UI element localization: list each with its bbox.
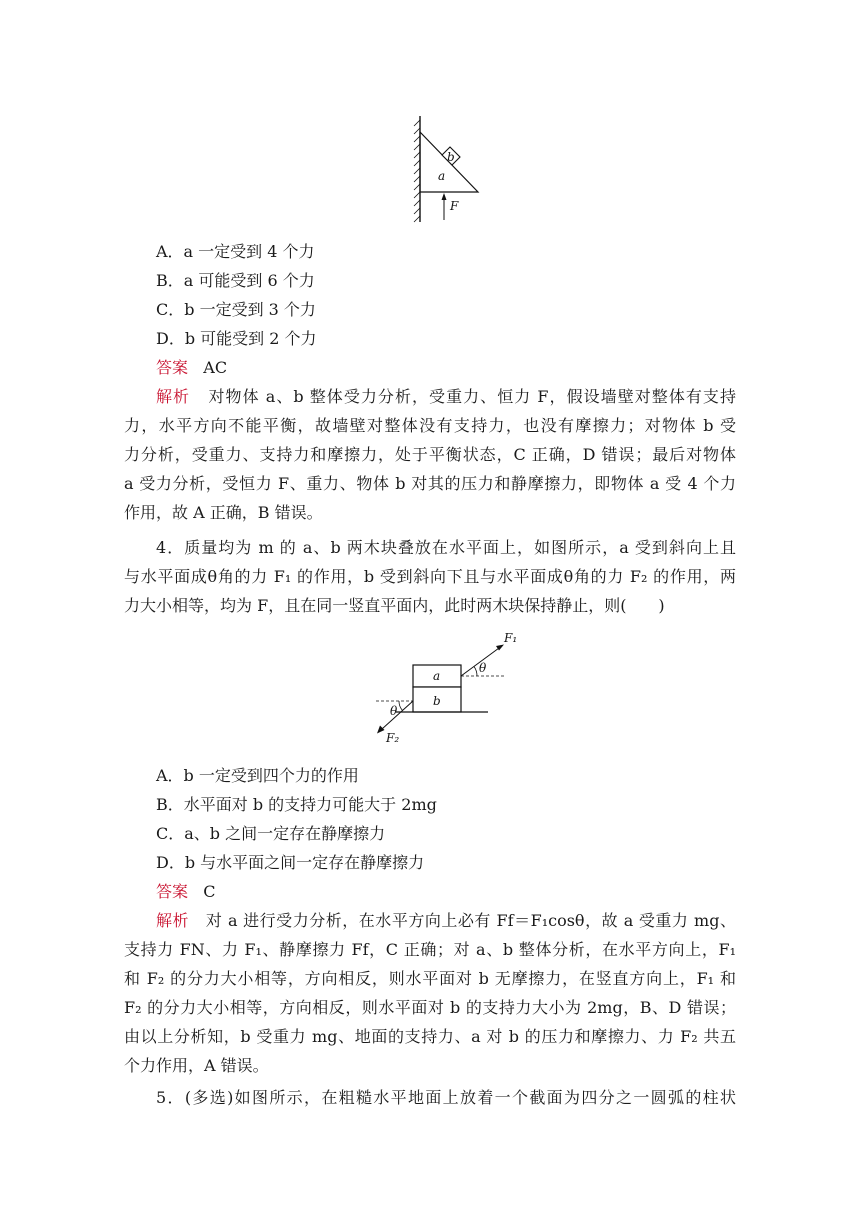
q4-answer xyxy=(156,881,768,903)
q4-option-a: A．b 一定受到四个力的作用 xyxy=(156,766,359,785)
q3-analysis-line-3: 力分析，受重力、支持力和摩擦力，处于平衡状态，C 正确，D 错误；最后对物体 xyxy=(124,445,736,464)
q4-analysis-line-2: 支持力 FN、力 F₁、静摩擦力 Ff，C 正确；对 a、b 整体分析，在水平方向上，F₁ xyxy=(124,940,736,959)
q3-option-a: A．a 一定受到 4 个力 xyxy=(156,242,315,261)
figure2-label-b: b xyxy=(433,694,441,708)
q3-analysis-line-5: 作用，故 A 正确，B 错误。 xyxy=(124,503,323,522)
q3-analysis-label: 解析 xyxy=(156,387,191,406)
figure2-label-F1: F₁ xyxy=(504,631,518,645)
q3-option-b: B．a 可能受到 6 个力 xyxy=(156,271,315,290)
figure2-label-a: a xyxy=(433,669,441,683)
figure2-label-F2: F₂ xyxy=(386,731,400,745)
q3-answer-value: AC xyxy=(203,358,228,377)
q4-analysis-line-3: 和 F₂ 的分力大小相等，方向相反，则水平面对 b 无摩擦力，在竖直方向上，F₁ 和 xyxy=(124,969,736,988)
q3-analysis-line-4: a 受力分析，受恒力 F、重力、物体 b 对其的压力和静摩擦力，即物体 a 受 4 个力 xyxy=(124,474,736,493)
q4-analysis-label: 解析 xyxy=(156,911,190,930)
q4-option-b: B．水平面对 b 的支持力可能大于 2mg xyxy=(156,795,437,814)
q3-answer-label: 答案 xyxy=(156,358,189,377)
figure-stacked-blocks xyxy=(366,628,531,748)
figure1-label-b: b xyxy=(447,150,455,164)
q4-analysis-line-6: 个力作用，A 错误。 xyxy=(124,1056,269,1075)
figure-wedge-against-wall xyxy=(400,110,500,230)
q4-stem-line-1: 4．质量均为 m 的 a、b 两木块叠放在水平面上，如图所示，a 受到斜向上且 xyxy=(156,538,736,557)
q4-option-d: D．b 与水平面之间一定存在静摩擦力 xyxy=(156,853,425,872)
q3-analysis-line-2: 力，水平方向不能平衡，故墙壁对整体没有支持力，也没有摩擦力；对物体 b 受 xyxy=(124,416,736,435)
q3-option-d: D．b 可能受到 2 个力 xyxy=(156,329,317,348)
q4-answer-label: 答案 xyxy=(156,882,189,901)
q4-stem-line-2: 与水平面成θ角的力 F₁ 的作用，b 受到斜向下且与水平面成θ角的力 F₂ 的作用，两 xyxy=(124,567,736,586)
q5-stem-line-1: 5．(多选)如图所示，在粗糙水平地面上放着一个截面为四分之一圆弧的柱状 xyxy=(156,1088,736,1107)
q4-analysis-line-5: 由以上分析知，b 受重力 mg、地面的支持力、a 对 b 的压力和摩擦力、力 F₂ 共五 xyxy=(124,1027,736,1046)
q4-option-c: C．a、b 之间一定存在静摩擦力 xyxy=(156,824,386,843)
figure1-label-F: F xyxy=(450,199,459,213)
figure1-label-a: a xyxy=(438,169,446,183)
q4-analysis-line-1: 解析 对 a 进行受力分析，在水平方向上必有 Ff＝F₁cosθ，故 a 受重力 mg、 xyxy=(156,911,736,930)
q3-answer xyxy=(156,357,768,379)
figure2-label-theta-top: θ xyxy=(479,661,487,675)
q3-analysis-line-1: 解析 对物体 a、b 整体受力分析，受重力、恒力 F，假设墙壁对整体有支持 xyxy=(156,387,736,406)
figure2-label-theta-bottom: θ xyxy=(390,704,398,718)
q4-analysis-line-4: F₂ 的分力大小相等，方向相反，则水平面对 b 的支持力大小为 2mg，B、D 错误； xyxy=(124,998,736,1017)
q4-stem-line-3: 力大小相等，均为 F，且在同一竖直平面内，此时两木块保持静止，则( ) xyxy=(124,596,665,615)
q4-answer-value: C xyxy=(203,882,216,901)
q3-option-c: C．b 一定受到 3 个力 xyxy=(156,300,316,319)
